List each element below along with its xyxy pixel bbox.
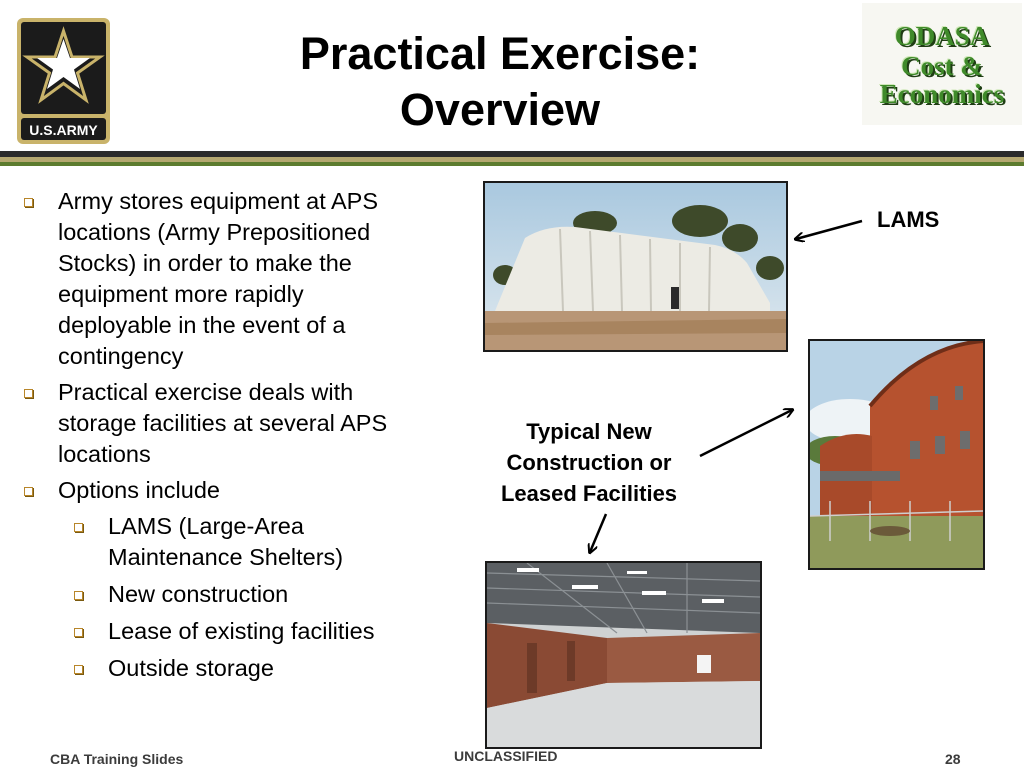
- bullet-text: New construction: [108, 581, 289, 607]
- bullet-item: [22, 475, 417, 506]
- title-line-2: Overview: [399, 84, 601, 135]
- square-bullet-icon: [74, 591, 83, 600]
- square-bullet-icon: [74, 628, 83, 637]
- bullet-text: Lease of existing facilities: [108, 618, 375, 644]
- lams-photo: [483, 181, 788, 352]
- brick-building-photo: [808, 339, 985, 570]
- footer-left: CBA Training Slides: [50, 751, 184, 767]
- odasa-logo-line-2: Cost &: [901, 51, 983, 81]
- sub-bullet-item: [22, 653, 417, 684]
- arrow-icon: [796, 221, 862, 239]
- army-logo-text: U.S.ARMY: [29, 122, 98, 138]
- slide-title: [200, 26, 800, 138]
- square-bullet-icon: [24, 389, 33, 398]
- sub-bullet-item: [22, 511, 417, 573]
- army-logo: [16, 17, 111, 145]
- odasa-logo-line-3: Economics: [879, 79, 1005, 109]
- odasa-logo: [862, 3, 1022, 125]
- square-bullet-icon: [24, 198, 33, 207]
- bullet-list: [22, 186, 417, 690]
- typical-label-line-2: Construction or: [506, 450, 672, 475]
- odasa-logo-line-1: ODASA: [894, 21, 990, 51]
- bullet-text: Army stores equipment at APS locations (Army Prepositioned Stocks) in order to make the equipment more rapidly deployable in the event of a contingency: [58, 188, 379, 369]
- sub-bullet-item: [22, 579, 417, 610]
- bullet-text: Practical exercise deals with storage facilities at several APS locations: [58, 379, 388, 467]
- lams-label: LAMS: [877, 207, 940, 232]
- footer-classification: UNCLASSIFIED: [454, 748, 558, 764]
- page-number: 28: [945, 751, 961, 767]
- typical-facilities-label: [478, 416, 700, 509]
- bullet-text: LAMS (Large-Area Maintenance Shelters): [108, 513, 344, 570]
- bullet-item: [22, 377, 417, 470]
- square-bullet-icon: [74, 523, 83, 532]
- bullet-text: Options include: [58, 477, 220, 503]
- header-rule-green: [0, 162, 1024, 166]
- arrow-icon: [590, 514, 606, 552]
- title-line-1: Practical Exercise:: [299, 28, 701, 79]
- typical-label-line-3: Leased Facilities: [500, 481, 678, 506]
- sub-bullet-item: [22, 616, 417, 647]
- bullet-text: Outside storage: [108, 655, 274, 681]
- typical-label-line-1: Typical New: [526, 419, 652, 444]
- square-bullet-icon: [74, 665, 83, 674]
- square-bullet-icon: [24, 487, 33, 496]
- bullet-item: [22, 186, 417, 372]
- arrow-icon: [700, 410, 792, 456]
- hangar-interior-photo: [485, 561, 762, 749]
